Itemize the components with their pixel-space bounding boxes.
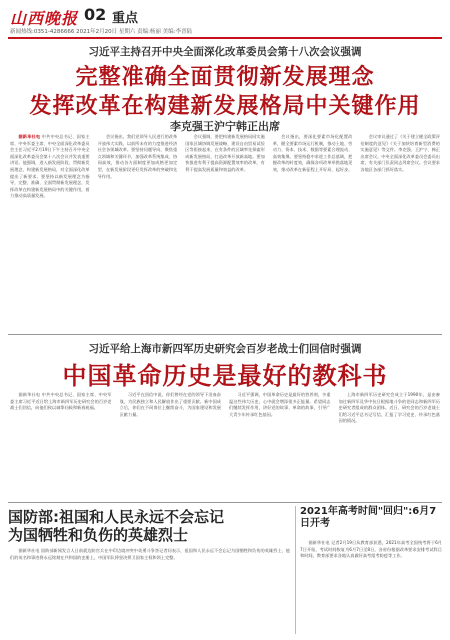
story2-kicker: 习近平给上海市新四军历史研究会百岁老战士们回信时强调 xyxy=(88,343,362,355)
story1-column: 会议指出，要深化要素市场化配置改革，健全要素市场运行机制，推动土地、劳动力、资本、技术、数据等要素合理流动、高效集聚。要坚持稳中求进工作总基调，把握改革的时度效，确保各项改革举措落地见效，推动改革在新征程上开好局、起好步。 xyxy=(272,134,353,172)
section-divider xyxy=(8,334,442,335)
story1-column: 会议强调，要把构建新发展格局同实施国家区域协调发展战略、建设自由贸易试验区等衔接起来，在有条件的区域率先探索形成新发展格局，打造改革开放新高地。要加快推进有利于提高资源配置效率的改革，有利于提高发展质量和效益的改革。 xyxy=(185,134,265,172)
story3-headline: 国防部:祖国和人民永远不会忘记为国牺牲和负伤的英雄烈士 xyxy=(8,508,225,544)
section-divider xyxy=(8,502,442,503)
story1-column: 据新华社电 中共中央总书记、国家主席、中央军委主席、中央全面深化改革委员会主任习近平2月19日下午主持召开中央全面深化改革委员会第十八次会议并发表重要讲话。他强调，进入新发展阶段、贯彻新发展理念、构建新发展格局，对全面深化改革提出了新要求。要坚持以新发展理念为指导，完整、准确、全面贯彻新发展理念，发挥改革在构建新发展格局中的关键作用，着力推动高质量发展。 xyxy=(10,134,90,199)
story4-column: 据新华社电 记者2月19日从教育部获悉，2021年高考全国统考将于6月7日开始，考试时间恢复为6月7日至8日，各省份根据改革要求安排考试科目和时间。教育部要求各地认真做好高考组考防疫等工作。 xyxy=(300,540,442,559)
section-title: 重点 xyxy=(112,11,139,26)
page-number: 02 xyxy=(84,5,107,24)
story3-body xyxy=(10,548,290,634)
story1-kicker: 习近平主持召开中央全面深化改革委员会第十八次会议强调 xyxy=(88,46,362,58)
masthead-info: 新闻热线:0351-4286666 2021年2月20日 星期六 责编:杨丽 美编:李晋陆 xyxy=(10,29,193,35)
story1-column: 会议审议通过了《关于建立健全政策评估制度的意见》《关于加快培育新型消费的实施意见》等文件。李克强、王沪宁、韩正出席会议。中央全面深化改革委员会委员出席，有关部门负责同志列席会议。会议要求各地区各部门抓好落实。 xyxy=(360,134,440,172)
story1-headline-line2: 发挥改革在构建新发展格局中关键作用 xyxy=(29,94,421,119)
story1-column: 会议指出，我们党领导人民进行的改革开放伟大实践，以前所未有的力度推进经济社会各领域改革。要坚持问题导向，聚焦重点领域和关键环节，加强改革系统集成、协同高效，推动各方面制度更加成熟更加定型，在新发展阶段更好发挥改革的突破和先导作用。 xyxy=(97,134,178,179)
story2-column: 据新华社电 中共中央总书记、国家主席、中央军委主席习近平近日给上海市新四军历史研究会的百岁老战士们回信，向他们致以诚挚问候和新春祝福。 xyxy=(10,392,112,411)
story2-body xyxy=(10,392,440,498)
masthead-rule xyxy=(8,37,442,39)
story1-headline-line1: 完整准确全面贯彻新发展理念 xyxy=(75,65,375,90)
story2-column: 上海市新四军历史研究会成立于1990年，是由参加过新四军及华中抗日根据地斗争的老同志和新四军历史研究者组成的群众团体。近日，研究会的百岁老战士们给习近平总书记写信，汇报了学习党史、传承红色基因的情况。 xyxy=(338,392,440,424)
story1-body xyxy=(10,134,440,330)
story3-column: 据新华社电 国防部新闻发言人日前就边防官兵在中印边境冲突中英勇斗争答记者问表示，祖国和人民永远不会忘记为国牺牲和负伤的英雄烈士，他们的英名和事迹将永远铭刻在共和国的史册上。中国军队将坚决捍卫国家主权和领土完整。 xyxy=(10,548,290,560)
masthead xyxy=(0,0,450,40)
story1-subhead: 李克强王沪宁韩正出席 xyxy=(170,120,280,133)
story2-headline: 中国革命历史是最好的教科书 xyxy=(62,362,388,390)
column-divider xyxy=(295,506,296,634)
newspaper-logo: 山西晚报 xyxy=(10,9,79,28)
story4-body xyxy=(300,540,442,634)
story4-headline: 2021年高考时间"回归":6月7日开考 xyxy=(300,506,437,529)
story2-column: 习近平在回信中说，你们曾经在党的领导下浴血奋战，为民族独立和人民解放作出了重要贡献。新中国成立后，你们在不同岗位上继续奋斗，为国家建设和发展贡献力量。 xyxy=(119,392,221,417)
story2-column: 习近平强调，中国革命历史是最好的营养剂，多重温这些伟大历史，心中就会增添很多正能量。希望同志们继续发挥作用，讲好党的故事、革命的故事，引导广大青少年传承红色基因。 xyxy=(229,392,331,417)
